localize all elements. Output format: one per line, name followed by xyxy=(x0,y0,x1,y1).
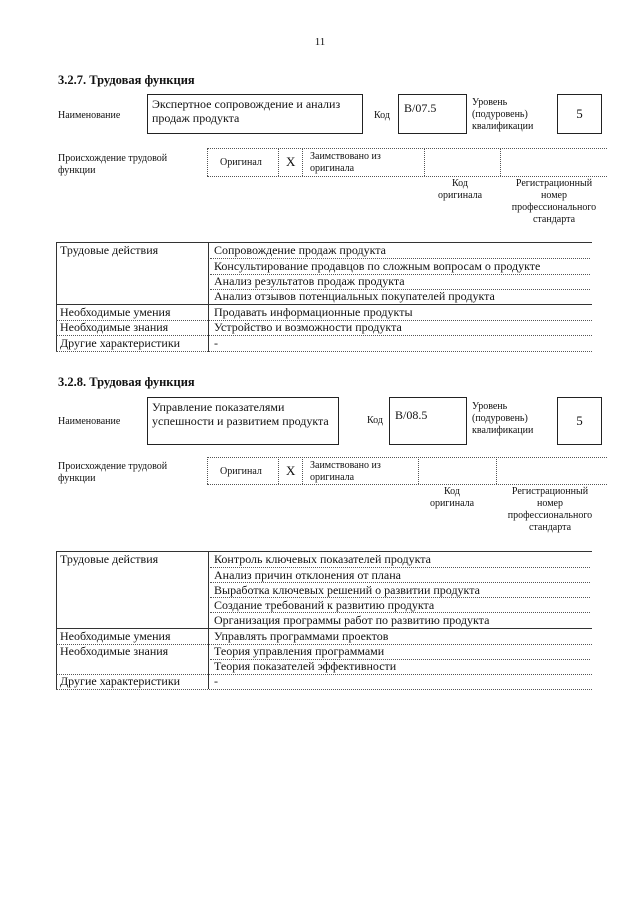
list-item: Выработка ключевых решений о развитии продукта xyxy=(214,583,480,597)
section-title: 3.2.8. Трудовая функция xyxy=(58,375,195,389)
list-item: Теория показателей эффективности xyxy=(214,659,397,673)
list-item: Анализ причин отклонения от плана xyxy=(214,568,401,582)
origin-top-rule xyxy=(207,148,607,149)
origin-top-rule xyxy=(207,457,607,458)
level-value: 5 xyxy=(557,397,602,445)
table-mid-rule xyxy=(208,551,209,689)
row-label-other: Другие характеристики xyxy=(60,674,181,688)
list-item: Управлять программами проектов xyxy=(214,629,389,643)
origin-label: Происхождение трудовой функции xyxy=(58,153,168,176)
origin-bottom-rule xyxy=(207,176,607,177)
origin-vline xyxy=(278,148,279,176)
list-item: Теория управления программами xyxy=(214,644,385,658)
reg-number-label: Регистрационный номер профессионального стандарта xyxy=(511,178,597,225)
list-item: Консультирование продавцов по сложным вопросам о продукте xyxy=(214,259,541,273)
table-bottom-rule xyxy=(56,689,592,690)
original-mark: X xyxy=(286,154,296,169)
list-item: Сопровождение продаж продукта xyxy=(214,243,386,257)
page-number: 11 xyxy=(314,36,326,48)
list-item: Анализ результатов продаж продукта xyxy=(214,274,405,288)
row-label-other: Другие характеристики xyxy=(60,336,181,350)
code-label: Код xyxy=(367,415,383,426)
origin-vline xyxy=(500,148,501,176)
list-item: Устройство и возможности продукта xyxy=(214,320,402,334)
origin-vline xyxy=(496,457,497,484)
row-label-labor-actions: Трудовые действия xyxy=(60,552,159,566)
origin-vline xyxy=(278,457,279,484)
name-label: Наименование xyxy=(58,110,121,121)
list-item: Контроль ключевых показателей продукта xyxy=(214,552,431,566)
row-label-knowledge: Необходимые знания xyxy=(60,644,169,658)
list-item: - xyxy=(214,674,218,688)
level-label: Уровень (подуровень) квалификации xyxy=(472,401,534,436)
code-label: Код xyxy=(374,110,390,121)
list-item: Создание требований к развитию продукта xyxy=(214,598,435,612)
original-label: Оригинал xyxy=(220,466,262,477)
origin-vline xyxy=(207,148,208,176)
table-bottom-rule xyxy=(56,351,592,352)
section-title: 3.2.7. Трудовая функция xyxy=(58,73,195,87)
original-mark: X xyxy=(286,463,296,478)
origin-vline xyxy=(424,148,425,176)
list-item: Анализ отзывов потенциальных покупателей продукта xyxy=(214,289,495,303)
row-label-skills: Необходимые умения xyxy=(60,629,171,643)
table-left-rule xyxy=(56,551,57,689)
level-value: 5 xyxy=(557,94,602,134)
origin-bottom-rule xyxy=(207,484,607,485)
reg-number-label: Регистрационный номер профессионального стандарта xyxy=(507,486,593,533)
origin-vline xyxy=(302,457,303,484)
list-item: - xyxy=(214,336,218,350)
origin-vline xyxy=(302,148,303,176)
row-label-labor-actions: Трудовые действия xyxy=(60,243,159,257)
code-value: B/08.5 xyxy=(389,397,467,445)
borrowed-label: Заимствовано из оригинала xyxy=(310,151,381,174)
code-original-label: Код оригинала xyxy=(437,178,483,201)
list-item: Организация программы работ по развитию продукта xyxy=(214,613,490,627)
name-value: Экспертное сопровождение и анализ продаж продукта xyxy=(147,94,363,134)
code-original-label: Код оригинала xyxy=(429,486,475,509)
origin-vline xyxy=(207,457,208,484)
original-label: Оригинал xyxy=(220,157,262,168)
row-label-skills: Необходимые умения xyxy=(60,305,171,319)
row-label-knowledge: Необходимые знания xyxy=(60,320,169,334)
origin-vline xyxy=(418,457,419,484)
code-value: B/07.5 xyxy=(398,94,467,134)
name-value: Управление показателями успешности и развитием продукта xyxy=(147,397,339,445)
name-label: Наименование xyxy=(58,416,121,427)
origin-label: Происхождение трудовой функции xyxy=(58,461,168,484)
borrowed-label: Заимствовано из оригинала xyxy=(310,460,381,483)
level-label: Уровень (подуровень) квалификации xyxy=(472,97,534,132)
list-item: Продавать информационные продукты xyxy=(214,305,413,319)
